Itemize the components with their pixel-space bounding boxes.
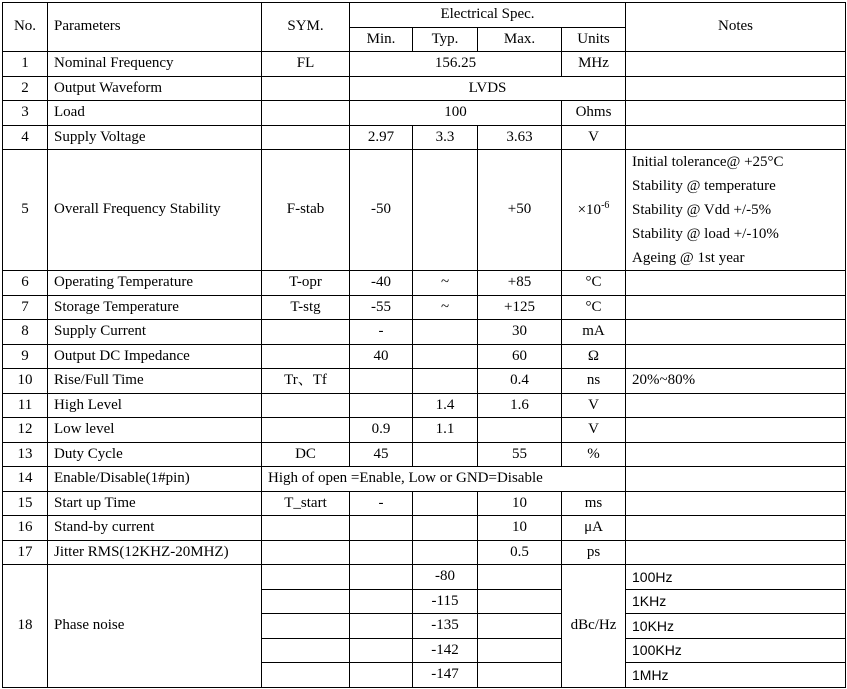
max-value	[478, 589, 562, 614]
max-value: 55	[478, 442, 562, 467]
table-row	[3, 150, 846, 271]
typ-value	[413, 320, 478, 345]
parameter-name: Supply Voltage	[48, 125, 262, 150]
typ-value: ~	[413, 295, 478, 320]
min-value	[350, 663, 413, 688]
symbol-cell	[262, 565, 350, 590]
typ-value: 1.4	[413, 393, 478, 418]
symbol-cell: DC	[262, 442, 350, 467]
notes-cell	[626, 52, 846, 77]
row-number: 2	[3, 76, 48, 101]
notes-cell	[626, 76, 846, 101]
phase-noise-row	[3, 565, 846, 590]
typ-value	[413, 442, 478, 467]
unit-text: °C	[585, 298, 602, 315]
typ-value	[413, 491, 478, 516]
row-number: 6	[3, 271, 48, 296]
header-sym: SYM.	[262, 3, 350, 52]
min-value: 2.97	[350, 125, 413, 150]
max-value: 30	[478, 320, 562, 345]
max-value	[478, 565, 562, 590]
offset-frequency: 100KHz	[626, 638, 846, 663]
parameter-name: Jitter RMS(12KHZ-20MHZ)	[48, 540, 262, 565]
unit-text: ×10	[577, 202, 602, 219]
min-value: -40	[350, 271, 413, 296]
notes-cell	[626, 101, 846, 126]
unit-cell	[562, 295, 626, 320]
notes-cell	[626, 516, 846, 541]
notes-cell	[626, 150, 846, 271]
symbol-cell	[262, 589, 350, 614]
row-number: 10	[3, 369, 48, 394]
table-row	[3, 344, 846, 369]
note-line: Stability @ load +/-10%	[632, 226, 779, 242]
note-line: Initial tolerance@ +25°C	[632, 154, 784, 170]
min-value: -50	[350, 150, 413, 271]
unit-text: ms	[584, 494, 603, 511]
table-row	[3, 52, 846, 77]
table-row	[3, 125, 846, 150]
header-min: Min.	[350, 27, 413, 52]
symbol-cell: Tr、Tf	[262, 369, 350, 394]
note-line: Ageing @ 1st year	[632, 250, 745, 266]
max-value: +50	[478, 150, 562, 271]
unit-cell	[562, 540, 626, 565]
parameter-name: Low level	[48, 418, 262, 443]
typ-value	[413, 344, 478, 369]
header-typ: Typ.	[413, 27, 478, 52]
typ-value	[413, 516, 478, 541]
min-value	[350, 393, 413, 418]
unit-cell	[562, 150, 626, 271]
parameter-name: Operating Temperature	[48, 271, 262, 296]
table-row	[3, 76, 846, 101]
max-value: 10	[478, 491, 562, 516]
row-number: 12	[3, 418, 48, 443]
unit-cell	[562, 125, 626, 150]
unit-text: V	[588, 421, 599, 438]
unit-cell	[562, 320, 626, 345]
header-row-1	[3, 3, 846, 28]
spec-value: LVDS	[350, 76, 626, 101]
parameter-name: Output Waveform	[48, 76, 262, 101]
parameter-name: Rise/Full Time	[48, 369, 262, 394]
symbol-cell	[262, 125, 350, 150]
row-number: 17	[3, 540, 48, 565]
symbol-cell	[262, 638, 350, 663]
notes-cell	[626, 393, 846, 418]
row-number: 5	[3, 150, 48, 271]
row-number: 4	[3, 125, 48, 150]
row-number: 1	[3, 52, 48, 77]
table-row	[3, 320, 846, 345]
min-value: -55	[350, 295, 413, 320]
typ-value: -147	[413, 663, 478, 688]
unit-cell: Ohms	[562, 101, 626, 126]
symbol-cell	[262, 393, 350, 418]
symbol-cell: T-stg	[262, 295, 350, 320]
spec-table	[2, 2, 846, 688]
symbol-cell	[262, 540, 350, 565]
max-value	[478, 638, 562, 663]
row-number: 7	[3, 295, 48, 320]
unit-cell	[562, 344, 626, 369]
typ-value: -135	[413, 614, 478, 639]
symbol-cell	[262, 320, 350, 345]
typ-value	[413, 540, 478, 565]
enable-disable-description: High of open =Enable, Low or GND=Disable	[262, 467, 626, 492]
row-number: 3	[3, 101, 48, 126]
symbol-cell: F-stab	[262, 150, 350, 271]
max-value	[478, 418, 562, 443]
unit-cell	[562, 393, 626, 418]
row-number: 16	[3, 516, 48, 541]
unit-cell: MHz	[562, 52, 626, 77]
row-number: 11	[3, 393, 48, 418]
unit-cell	[562, 442, 626, 467]
unit-cell	[562, 491, 626, 516]
row-number: 15	[3, 491, 48, 516]
row-number: 14	[3, 467, 48, 492]
parameter-name: Stand-by current	[48, 516, 262, 541]
table-row	[3, 101, 846, 126]
header-max: Max.	[478, 27, 562, 52]
notes-cell	[626, 320, 846, 345]
parameter-name: High Level	[48, 393, 262, 418]
offset-frequency: 10KHz	[626, 614, 846, 639]
symbol-cell	[262, 418, 350, 443]
typ-value: -115	[413, 589, 478, 614]
max-value	[478, 663, 562, 688]
symbol-cell	[262, 344, 350, 369]
min-value	[350, 589, 413, 614]
unit-exponent: -6	[601, 200, 610, 212]
min-value	[350, 540, 413, 565]
typ-value: ~	[413, 271, 478, 296]
unit-text: ns	[586, 372, 601, 389]
max-value: 60	[478, 344, 562, 369]
symbol-cell: T_start	[262, 491, 350, 516]
max-value: 0.5	[478, 540, 562, 565]
row-number: 18	[3, 565, 48, 688]
unit-cell	[562, 369, 626, 394]
table-row	[3, 540, 846, 565]
symbol-cell	[262, 614, 350, 639]
row-number: 8	[3, 320, 48, 345]
unit-text: μA	[584, 519, 603, 536]
notes-cell	[626, 125, 846, 150]
unit-text: °C	[585, 274, 602, 291]
table-row	[3, 467, 846, 492]
typ-value: -142	[413, 638, 478, 663]
typ-value	[413, 369, 478, 394]
unit-text: V	[588, 396, 599, 413]
unit-text: V	[588, 128, 599, 145]
min-value: 0.9	[350, 418, 413, 443]
table-row	[3, 491, 846, 516]
unit-text: %	[587, 445, 600, 462]
notes-cell	[626, 442, 846, 467]
max-value	[478, 614, 562, 639]
parameter-name: Load	[48, 101, 262, 126]
parameter-name: Start up Time	[48, 491, 262, 516]
notes-cell	[626, 540, 846, 565]
typ-value: -80	[413, 565, 478, 590]
header-notes: Notes	[626, 3, 846, 52]
notes-cell: 20%~80%	[626, 369, 846, 394]
unit-text: Ω	[587, 347, 600, 364]
symbol-cell: FL	[262, 52, 350, 77]
min-value	[350, 516, 413, 541]
max-value: 10	[478, 516, 562, 541]
offset-frequency: 100Hz	[626, 565, 846, 590]
notes-cell	[626, 271, 846, 296]
notes-cell	[626, 418, 846, 443]
typ-value	[413, 150, 478, 271]
notes-cell	[626, 295, 846, 320]
parameter-name: Supply Current	[48, 320, 262, 345]
parameter-name: Duty Cycle	[48, 442, 262, 467]
parameter-name: Storage Temperature	[48, 295, 262, 320]
min-value	[350, 638, 413, 663]
parameter-name: Overall Frequency Stability	[48, 150, 262, 271]
unit-text: mA	[582, 323, 605, 340]
parameter-name: Enable/Disable(1#pin)	[48, 467, 262, 492]
notes-cell	[626, 344, 846, 369]
spec-value: 156.25	[350, 52, 562, 77]
offset-frequency: 1KHz	[626, 589, 846, 614]
max-value: +85	[478, 271, 562, 296]
symbol-cell: T-opr	[262, 271, 350, 296]
parameter-name: Nominal Frequency	[48, 52, 262, 77]
note-line: Stability @ Vdd +/-5%	[632, 202, 772, 218]
offset-frequency: 1MHz	[626, 663, 846, 688]
table-row	[3, 516, 846, 541]
table-row	[3, 369, 846, 394]
symbol-cell	[262, 516, 350, 541]
max-value: +125	[478, 295, 562, 320]
unit-cell: dBc/Hz	[562, 565, 626, 688]
table-row	[3, 295, 846, 320]
min-value: -	[350, 320, 413, 345]
min-value: 45	[350, 442, 413, 467]
unit-text: ps	[586, 543, 601, 560]
typ-value: 3.3	[413, 125, 478, 150]
spec-value: 100	[350, 101, 562, 126]
header-parameters: Parameters	[48, 3, 262, 52]
min-value	[350, 369, 413, 394]
max-value: 3.63	[478, 125, 562, 150]
min-value: -	[350, 491, 413, 516]
min-value	[350, 614, 413, 639]
header-no: No.	[3, 3, 48, 52]
symbol-cell	[262, 663, 350, 688]
parameter-name: Output DC Impedance	[48, 344, 262, 369]
notes-cell	[626, 491, 846, 516]
table-row	[3, 271, 846, 296]
notes-cell	[626, 467, 846, 492]
table-row	[3, 442, 846, 467]
header-electrical-spec: Electrical Spec.	[350, 3, 626, 28]
min-value: 40	[350, 344, 413, 369]
unit-cell	[562, 271, 626, 296]
symbol-cell	[262, 76, 350, 101]
unit-cell	[562, 418, 626, 443]
table-row	[3, 418, 846, 443]
max-value: 0.4	[478, 369, 562, 394]
parameter-name: Phase noise	[48, 565, 262, 688]
unit-cell	[562, 516, 626, 541]
min-value	[350, 565, 413, 590]
symbol-cell	[262, 101, 350, 126]
table-row	[3, 393, 846, 418]
row-number: 9	[3, 344, 48, 369]
header-units: Units	[562, 27, 626, 52]
row-number: 13	[3, 442, 48, 467]
typ-value: 1.1	[413, 418, 478, 443]
note-line: Stability @ temperature	[632, 178, 776, 194]
max-value: 1.6	[478, 393, 562, 418]
